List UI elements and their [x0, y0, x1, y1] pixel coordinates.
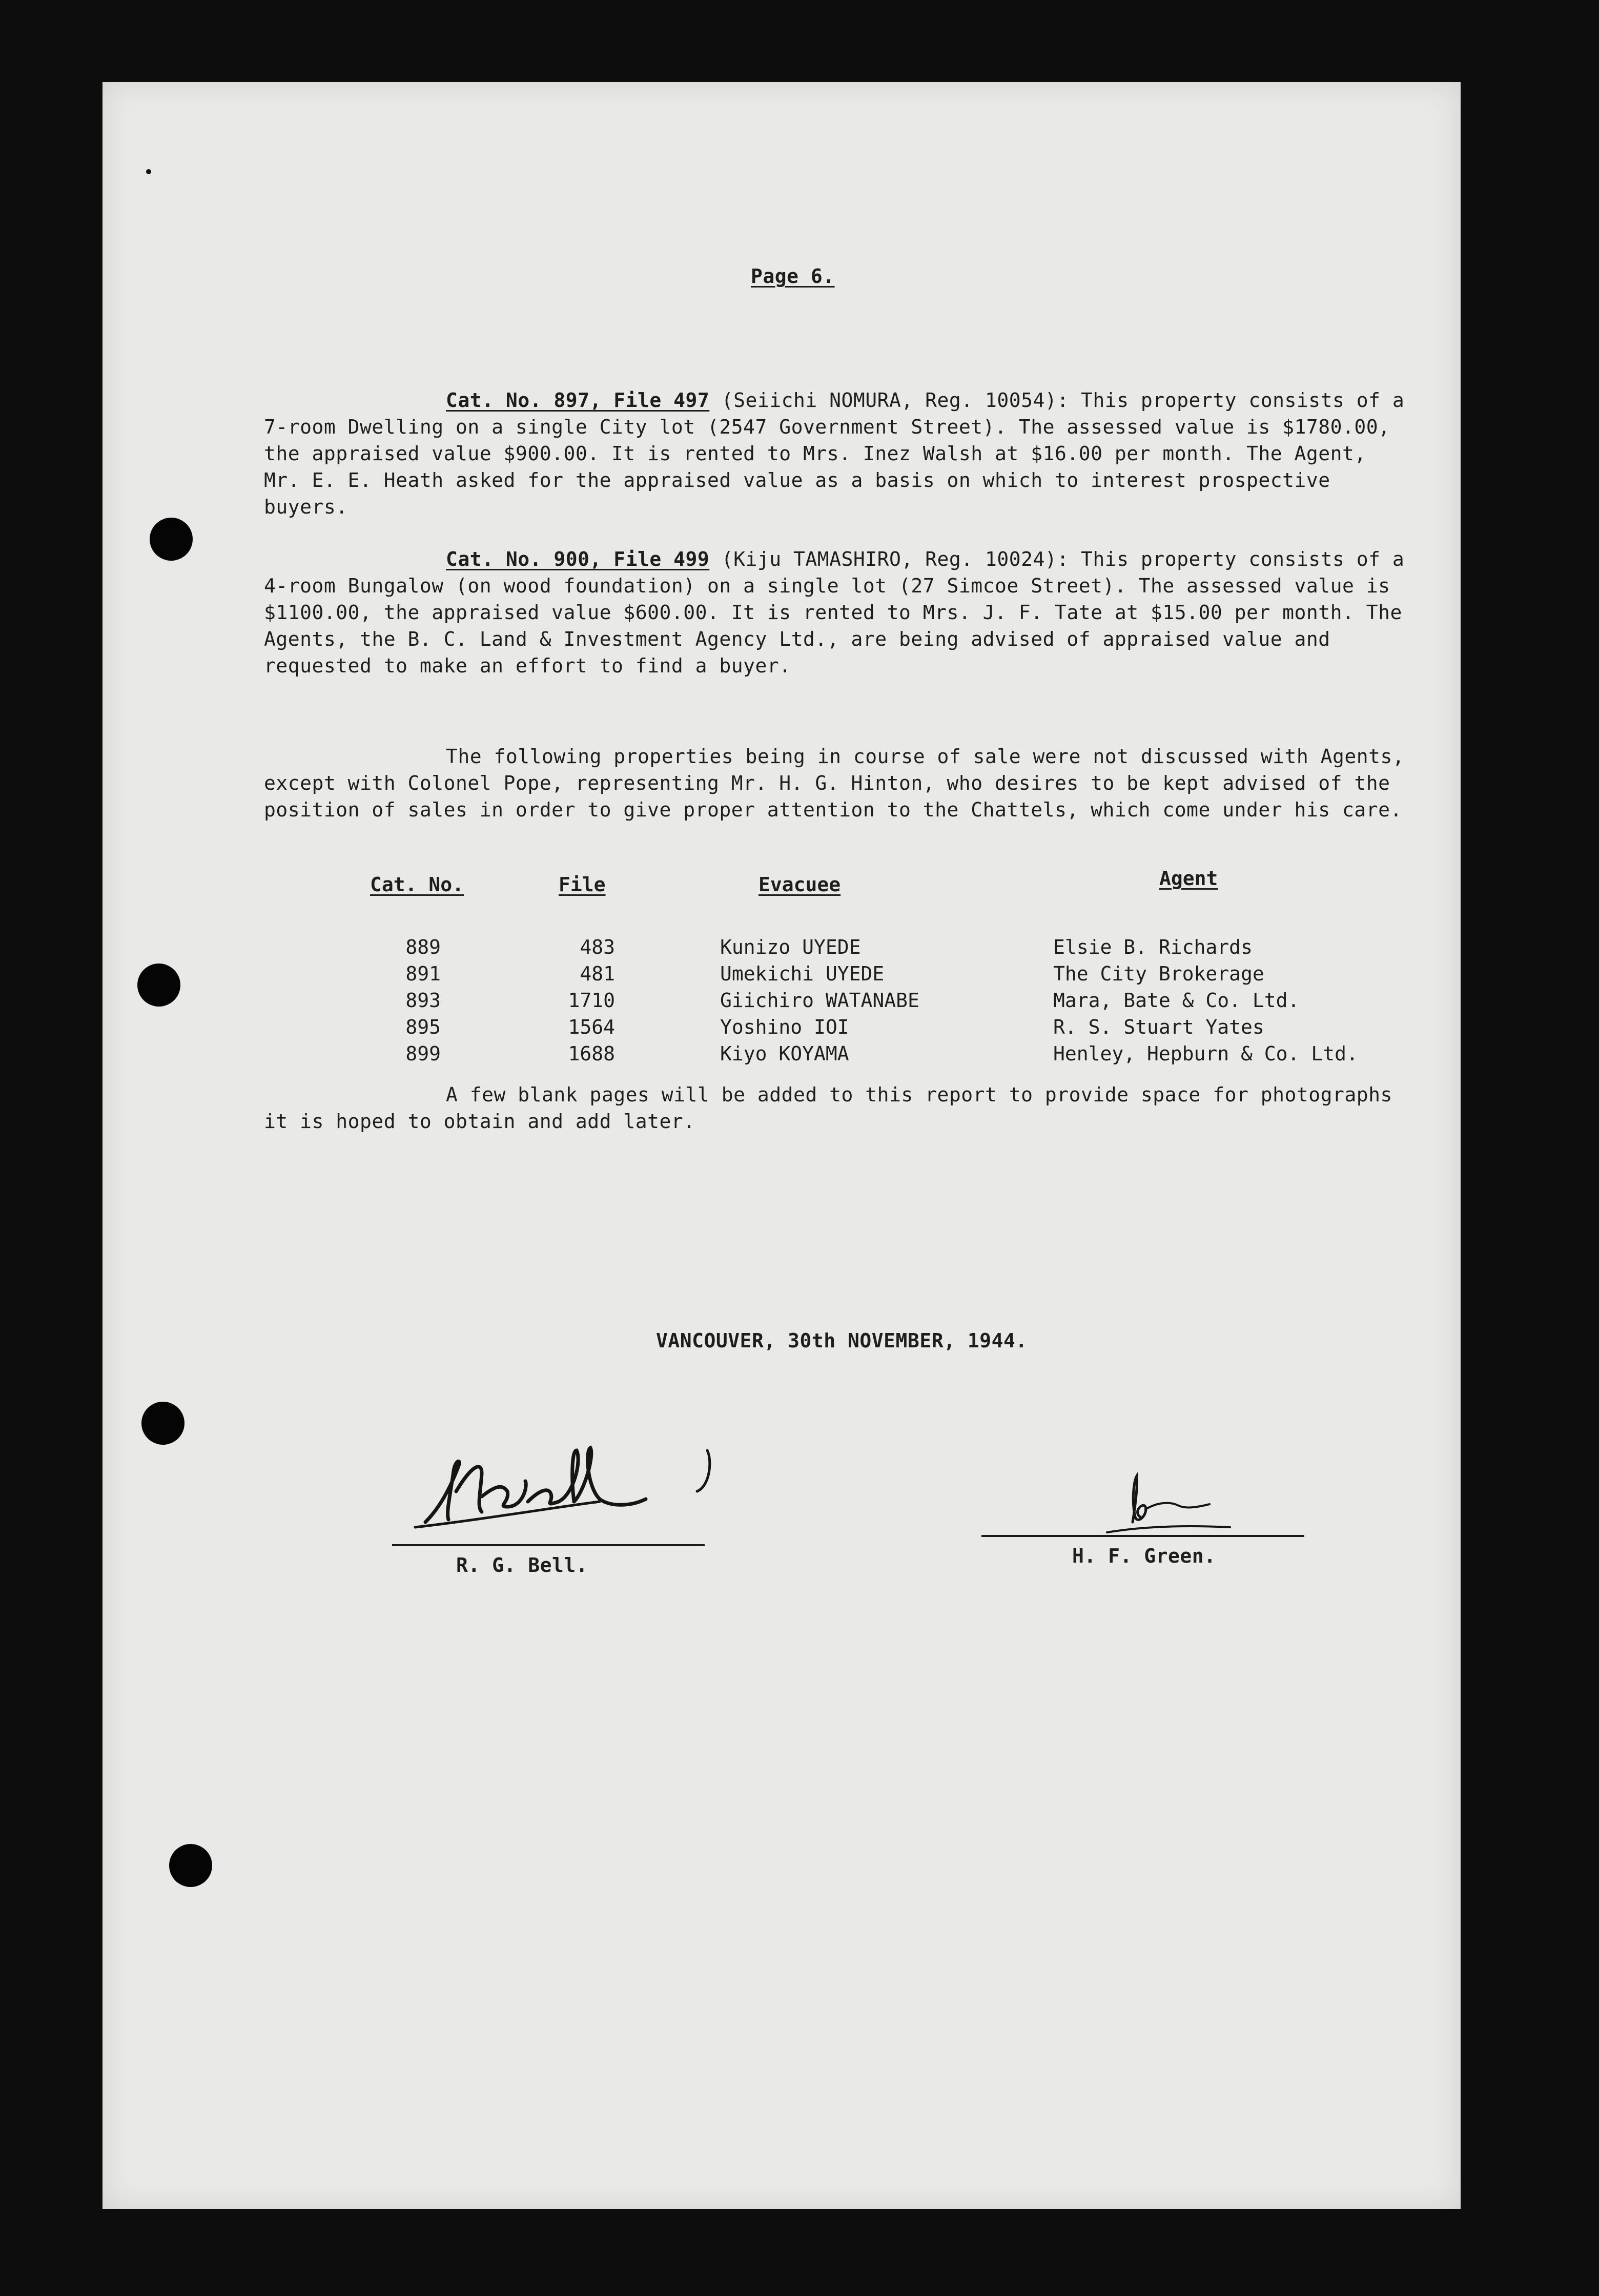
punch-hole-4	[169, 1844, 212, 1887]
table-row	[0, 1014, 1599, 1040]
agent-cell: Mara, Bate & Co. Ltd.	[1053, 989, 1300, 1012]
table-row	[0, 934, 1599, 960]
signatory-green: H. F. Green.	[1072, 1545, 1216, 1567]
signature-line-left	[392, 1544, 705, 1546]
evacuee-cell: Kunizo UYEDE	[720, 936, 861, 958]
punch-hole-1	[150, 518, 193, 561]
punch-hole-3	[141, 1402, 184, 1445]
paragraph-sales: The following properties being in course of sale were not discussed with Agents, except with Colonel Pope, representing Mr. H. G. Hinton, who desires to be kept advised of the position of sales in order to give proper attention to the Chattels, which come under his care.	[264, 745, 1405, 821]
evacuee-cell: Kiyo KOYAMA	[720, 1042, 849, 1065]
header-file: File	[559, 873, 606, 896]
evacuee-cell: Yoshino IOI	[720, 1016, 849, 1038]
paragraph-tamashiro	[264, 546, 1412, 679]
cat-no-cell: 895	[405, 1016, 441, 1038]
paragraph-nomura	[264, 387, 1412, 520]
signature-line-right	[981, 1535, 1304, 1537]
header-evacuee: Evacuee	[758, 873, 841, 896]
speck-mark	[146, 169, 151, 174]
page-label: Page 6.	[751, 265, 835, 288]
cat-no-cell: 889	[405, 936, 441, 958]
paragraph-text: (Kiju TAMASHIRO, Reg. 10024): This property consists of a 4-room Bungalow (on wood foundation) on a single lot (27 Simcoe Street). The assessed value is $1100.00, the appraised value $600.00. It is rented to Mrs. J. F. Tate at $15.00 per month. The Agents, the B. C. Land & Investment Agency Ltd., are being advised of appraised value and requested to make an effort to find a buyer.	[264, 548, 1405, 677]
agent-cell: The City Brokerage	[1053, 962, 1264, 985]
file-cell: 1688	[568, 1042, 615, 1065]
signature-bell-icon	[405, 1430, 733, 1543]
file-cell: 481	[580, 962, 615, 985]
evacuee-cell: Umekichi UYEDE	[720, 962, 885, 985]
header-agent: Agent	[1159, 867, 1218, 890]
cat-no-cell: 899	[405, 1042, 441, 1065]
paragraph-text: (Seiichi NOMURA, Reg. 10054): This property consists of a 7-room Dwelling on a single City lot (2547 Government Street). The assessed value is $1780.00, the appraised value $900.00. It is rented to Mrs. Inez Walsh at $16.00 per month. The Agent, Mr. E. E. Heath asked for the appraised value as a basis on which to interest prospective buyers.	[264, 389, 1405, 518]
evacuee-cell: Giichiro WATANABE	[720, 989, 919, 1012]
signatory-bell: R. G. Bell.	[456, 1554, 588, 1576]
paragraph-photographs: A few blank pages will be added to this report to provide space for photographs it is hoped to obtain and add later.	[264, 1083, 1392, 1133]
catalog-reference: Cat. No. 900, File 499	[446, 548, 710, 570]
agent-cell: Henley, Hepburn & Co. Ltd.	[1053, 1042, 1358, 1065]
agent-cell: Elsie B. Richards	[1053, 936, 1253, 958]
table-row	[0, 960, 1599, 987]
file-cell: 1564	[568, 1016, 615, 1038]
catalog-reference: Cat. No. 897, File 497	[446, 389, 710, 412]
file-cell: 1710	[568, 989, 615, 1012]
header-cat-no: Cat. No.	[370, 873, 464, 896]
cat-no-cell: 893	[405, 989, 441, 1012]
dateline: VANCOUVER, 30th NOVEMBER, 1944.	[656, 1329, 1028, 1352]
signature-green-icon	[1076, 1466, 1240, 1543]
cat-no-cell: 891	[405, 962, 441, 985]
table-row	[0, 1040, 1599, 1067]
table-row	[0, 987, 1599, 1014]
agent-cell: R. S. Stuart Yates	[1053, 1016, 1264, 1038]
file-cell: 483	[580, 936, 615, 958]
